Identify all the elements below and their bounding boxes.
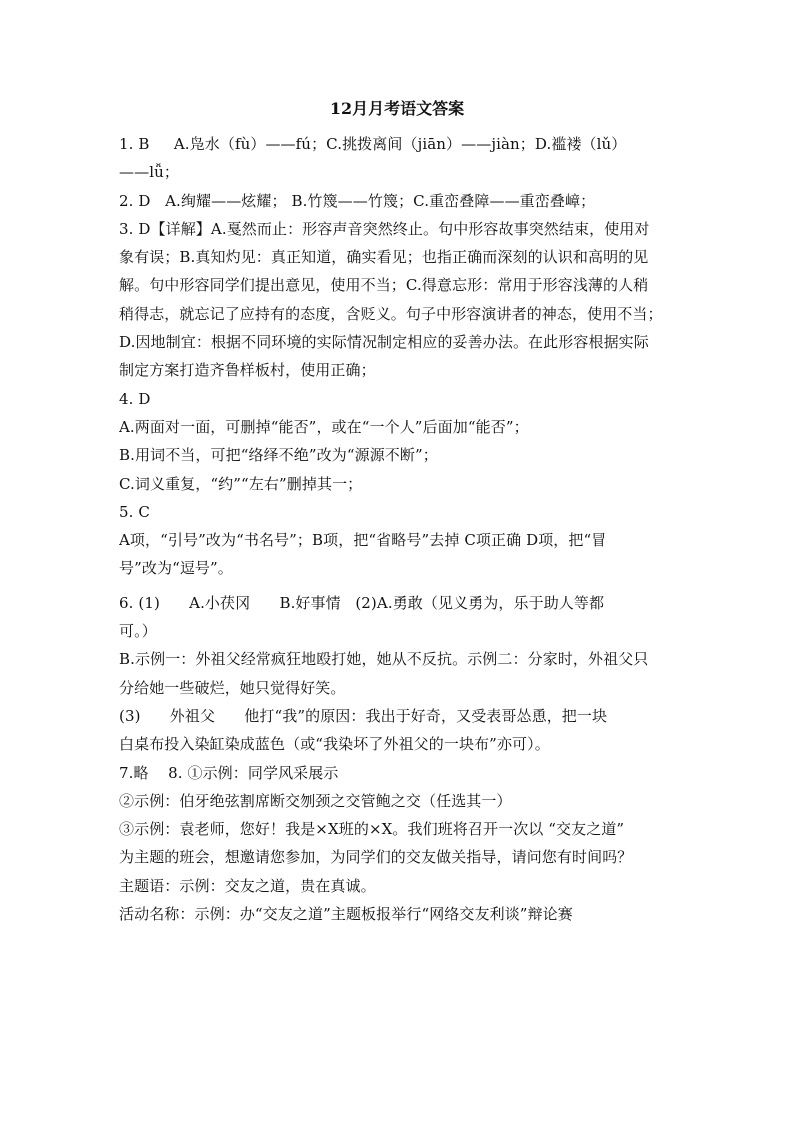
text-line: ③示例：袁老师，您好！我是×X班的×X。我们班将召开一次以 “交友之道” (119, 820, 625, 839)
text-line: ——lǚ； (119, 163, 179, 182)
text-line: A.两面对一面，可删掉“能否”，或在“一个人”后面加“能否”； (119, 417, 529, 436)
answer-text-body (119, 130, 679, 928)
text-line: C.词义重复，“约”“左右”删掉其一； (119, 474, 363, 493)
text-line: 7.略 8. ①示例：同学风采展示 (119, 763, 339, 782)
text-line: D.因地制宜：根据不同环境的实际情况制定相应的妥善办法。在此形容根据实际 (119, 333, 649, 352)
text-line: B.用词不当，可把“络绎不绝”改为“源源不断”； (119, 446, 438, 465)
text-line: (3) 外祖父 他打“我”的原因：我出于好奇，又受表哥怂恿，把一块 (119, 706, 608, 725)
text-line: 活动名称：示例：办“交友之道”主题板报举行“网络交友利谈”辩论赛 (119, 905, 573, 924)
text-line: 可。） (119, 622, 157, 641)
text-line: 号”改为“逗号”。 (119, 559, 233, 578)
text-line: ②示例：伯牙绝弦割席断交刎颈之交管鲍之交（任选其一） (119, 791, 512, 810)
text-line: 3. D【详解】A.戛然而止：形容声音突然终止。句中形容故事突然结束，使用对 (119, 219, 650, 238)
text-line: 5. C (119, 502, 150, 521)
text-line: 4. D (119, 389, 151, 408)
text-line: 稍得志，就忘记了应持有的态度，含贬义。句子中形容演讲者的神态，使用不当； (119, 304, 663, 323)
text-line: A项，“引号”改为“书名号”；B项，把“省略号”去掉 C项正确 D项，把“冒 (119, 531, 607, 550)
text-line: 6. (1) A.小茯冈 B.好事情 (2)A.勇敢（见义勇为，乐于助人等都 (119, 593, 605, 612)
text-line: 分给她一些破烂，她只觉得好笑。 (119, 678, 346, 697)
text-line: 白桌布投入染缸染成蓝色（或“我染坏了外祖父的一块布”亦可）。 (119, 735, 550, 754)
text-line: B.示例一：外祖父经常疯狂地殴打她，她从不反抗。示例二：分家时，外祖父只 (119, 650, 649, 669)
text-line: 1. B A.凫水（fù）——fú；C.挑拨离间（jiān）——jiàn；D.褴褛（lǔ） (119, 135, 627, 153)
text-line: 象有误；B.真知灼见：真正知道，确实看见；也指正确而深刻的认识和高明的见 (119, 248, 649, 267)
page-title: 12月月考语文答案 (329, 99, 465, 118)
text-line: 2. D A.绚耀——炫耀； B.竹篾——竹篾；C.重峦叠障——重峦叠嶂； (119, 191, 596, 210)
text-line: 为主题的班会，想邀请您参加，为同学们的交友做关指导，请问您有时间吗？ (119, 848, 633, 867)
text-line: 主题语：示例：交友之道，贵在真诚。 (119, 876, 376, 895)
text-line: 制定方案打造齐鲁样板村，使用正确； (119, 361, 376, 380)
text-line: 解。句中形容同学们提出意见，使用不当；C.得意忘形：常用于形容浅薄的人稍 (119, 276, 649, 295)
